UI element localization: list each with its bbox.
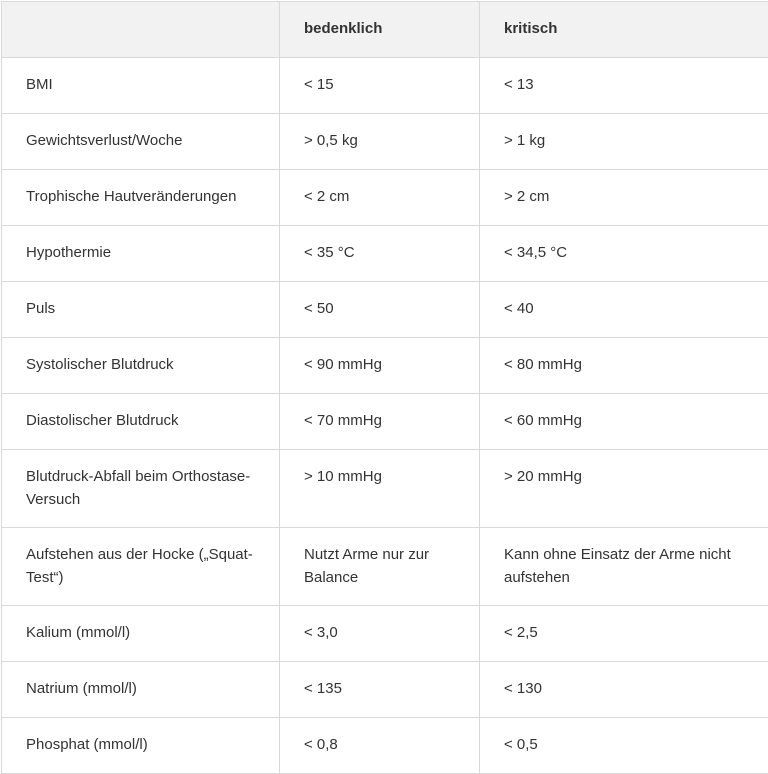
- table-row: [2, 718, 768, 774]
- parameter-cell: Kalium (mmol/l): [2, 606, 280, 662]
- kritisch-cell: < 40: [480, 282, 768, 338]
- parameter-cell: Gewichtsverlust/Woche: [2, 114, 280, 170]
- kritisch-cell: < 34,5 °C: [480, 226, 768, 282]
- bedenklich-cell: < 2 cm: [280, 170, 480, 226]
- kritisch-cell: > 1 kg: [480, 114, 768, 170]
- parameter-cell: Blutdruck-Abfall beim Orthostase-Versuch: [2, 450, 280, 528]
- parameter-cell: Systolischer Blutdruck: [2, 338, 280, 394]
- bedenklich-cell: > 0,5 kg: [280, 114, 480, 170]
- parameter-cell: Diastolischer Blutdruck: [2, 394, 280, 450]
- kritisch-cell: < 13: [480, 58, 768, 114]
- header-cell-bedenklich: bedenklich: [280, 2, 480, 58]
- table-row: [2, 450, 768, 528]
- kritisch-cell: < 2,5: [480, 606, 768, 662]
- parameter-cell: Trophische Hautveränderungen: [2, 170, 280, 226]
- header-cell-parameter: [2, 2, 280, 58]
- bedenklich-cell: Nutzt Arme nur zur Balance: [280, 528, 480, 606]
- table-row: [2, 282, 768, 338]
- table-row: [2, 606, 768, 662]
- bedenklich-cell: < 3,0: [280, 606, 480, 662]
- table-row: [2, 226, 768, 282]
- table-row: [2, 114, 768, 170]
- bedenklich-cell: < 0,8: [280, 718, 480, 774]
- table-row: [2, 394, 768, 450]
- bedenklich-cell: < 50: [280, 282, 480, 338]
- criteria-table: [1, 1, 768, 774]
- table-row: [2, 662, 768, 718]
- bedenklich-cell: < 135: [280, 662, 480, 718]
- bedenklich-cell: < 15: [280, 58, 480, 114]
- parameter-cell: BMI: [2, 58, 280, 114]
- header-cell-kritisch: kritisch: [480, 2, 768, 58]
- parameter-cell: Aufstehen aus der Hocke („Squat-Test“): [2, 528, 280, 606]
- kritisch-cell: < 80 mmHg: [480, 338, 768, 394]
- kritisch-cell: < 60 mmHg: [480, 394, 768, 450]
- kritisch-cell: < 130: [480, 662, 768, 718]
- kritisch-cell: > 20 mmHg: [480, 450, 768, 528]
- parameter-cell: Hypothermie: [2, 226, 280, 282]
- table-header-row: [2, 2, 768, 58]
- kritisch-cell: < 0,5: [480, 718, 768, 774]
- bedenklich-cell: > 10 mmHg: [280, 450, 480, 528]
- parameter-cell: Puls: [2, 282, 280, 338]
- parameter-cell: Phosphat (mmol/l): [2, 718, 280, 774]
- table-row: [2, 528, 768, 606]
- kritisch-cell: Kann ohne Einsatz der Arme nicht aufstehen: [480, 528, 768, 606]
- table-row: [2, 58, 768, 114]
- bedenklich-cell: < 35 °C: [280, 226, 480, 282]
- bedenklich-cell: < 70 mmHg: [280, 394, 480, 450]
- table-row: [2, 170, 768, 226]
- table-row: [2, 338, 768, 394]
- parameter-cell: Natrium (mmol/l): [2, 662, 280, 718]
- kritisch-cell: > 2 cm: [480, 170, 768, 226]
- bedenklich-cell: < 90 mmHg: [280, 338, 480, 394]
